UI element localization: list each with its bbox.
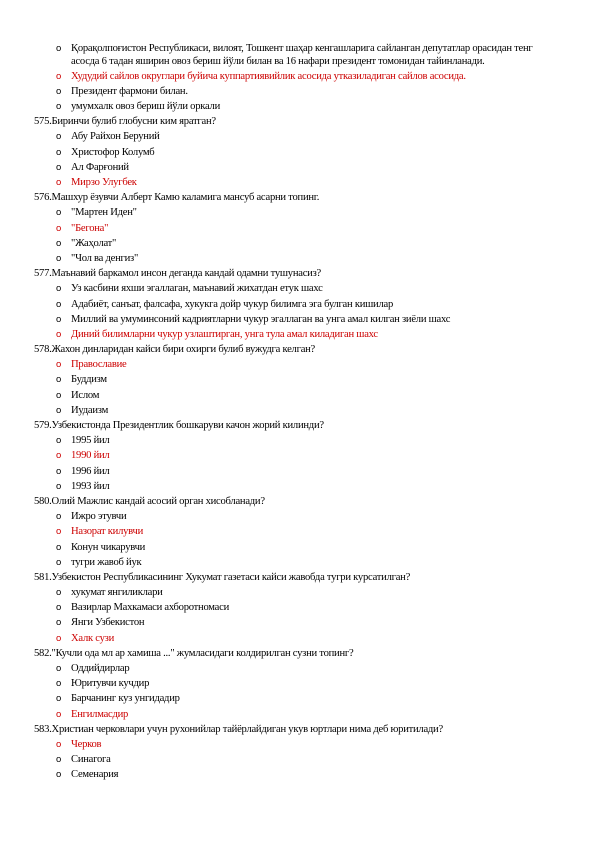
answer-option-correct — [0, 709, 595, 722]
question-heading: 578.Жахон динларидан кайси бири охирги булиб вужудга келган? — [34, 344, 316, 356]
bullet-icon: o — [56, 298, 62, 310]
bullet-icon: o — [56, 70, 62, 82]
bullet-icon: o — [56, 207, 62, 219]
question-heading: 580.Олий Мажлис кандай асосий орган хисобланади? — [34, 495, 265, 507]
bullet-icon: o — [56, 404, 62, 416]
question-heading: 579.Узбекистонда Президентлик бошкаруви качон жорий килинди? — [34, 420, 324, 431]
bullet-icon: o — [56, 556, 62, 568]
answer-option-correct — [0, 71, 595, 84]
option-text: тугри жавоб йук — [71, 556, 142, 568]
question-heading: 577.Маънавий баркамол инсон деганда кандай одамни тушунасиз? — [34, 268, 321, 280]
answer-option — [0, 663, 595, 676]
answer-option — [0, 131, 595, 144]
option-text: Православие — [71, 359, 127, 371]
answer-option-correct — [0, 359, 595, 372]
bullet-icon: o — [56, 663, 62, 674]
answer-option — [0, 207, 595, 220]
question-list — [0, 43, 595, 785]
option-text: Юритувчи кучдир — [71, 678, 150, 690]
bullet-icon: o — [56, 738, 62, 750]
bullet-icon: o — [56, 389, 62, 401]
bullet-icon: o — [56, 632, 62, 644]
option-text: Диний билимларни чукур узлаштирган, унга тула амал киладиган шахс — [71, 328, 378, 340]
bullet-icon: o — [56, 678, 62, 690]
answer-option — [0, 86, 595, 99]
answer-option — [0, 253, 595, 266]
bullet-icon: o — [56, 131, 62, 143]
bullet-icon: o — [56, 480, 62, 492]
bullet-icon: o — [56, 237, 62, 249]
option-text: Янги Узбекистон — [71, 617, 145, 629]
answer-option — [0, 405, 595, 418]
option-text: Конун чикарувчи — [71, 541, 146, 553]
option-text: Уз касбини яхши эгаллаган, маънавий жихатдан етук шахс — [71, 283, 323, 295]
bullet-icon: o — [56, 769, 62, 781]
option-text: Енгилмасдир — [71, 708, 129, 720]
option-text: Черков — [71, 738, 102, 750]
option-text: Вазирлар Махкамаси ахборотномаси — [71, 602, 230, 614]
answer-option — [0, 43, 595, 68]
bullet-icon: o — [56, 435, 62, 447]
bullet-icon: o — [56, 283, 62, 295]
question-heading: 581.Узбекистон Республикасининг Хукумат газетаси кайси жавобда тугри курсатилган? — [34, 571, 411, 583]
answer-option — [0, 769, 595, 782]
option-text: 1995 йил — [71, 435, 110, 447]
option-text: Иудаизм — [71, 404, 109, 416]
answer-option — [0, 754, 595, 767]
option-text: Қорақолпоғистон Республикаси, вилоят, Тошкент шаҳар кенгашларига сайланган депутатлар орасидан тенг асосда 6 тадан яширин овоз бериш йўли билан ва 16 нафари президент томонидан тайинланади. — [71, 43, 533, 67]
bullet-icon: o — [56, 526, 62, 538]
bullet-icon: o — [56, 328, 62, 340]
bullet-icon: o — [56, 252, 62, 264]
bullet-icon: o — [56, 541, 62, 553]
bullet-icon: o — [56, 146, 62, 158]
answer-option — [0, 602, 595, 615]
option-text: Синагога — [71, 754, 111, 766]
option-text: Ал Фарғоний — [71, 161, 129, 173]
option-text: 1993 йил — [71, 480, 110, 492]
option-text: Христофор Колумб — [71, 146, 155, 158]
answer-option — [0, 162, 595, 175]
bullet-icon: o — [56, 693, 62, 705]
bullet-icon: o — [56, 602, 62, 614]
bullet-icon: o — [56, 374, 62, 386]
option-text: Буддизм — [71, 374, 107, 386]
option-text: Оддийдирлар — [71, 663, 130, 674]
option-text: Барчанинг куз унгидадир — [71, 693, 180, 705]
answer-option-correct — [0, 633, 595, 646]
bullet-icon: o — [56, 85, 62, 97]
answer-option — [0, 678, 595, 691]
answer-option — [0, 299, 595, 312]
answer-option-correct — [0, 450, 595, 463]
answer-option — [0, 374, 595, 387]
option-text: "Мартен Иден" — [71, 207, 137, 219]
answer-option — [0, 557, 595, 570]
bullet-icon: o — [56, 101, 62, 113]
answer-option — [0, 435, 595, 448]
question-heading: 576.Машхур ёзувчи Алберт Камю каламига мансуб асарни топинг. — [34, 192, 320, 204]
answer-option-correct — [0, 739, 595, 752]
answer-option-correct — [0, 526, 595, 539]
answer-option-correct — [0, 329, 595, 342]
bullet-icon: o — [56, 222, 62, 234]
answer-option-correct — [0, 223, 595, 236]
option-text: Мирзо Улугбек — [71, 177, 137, 188]
answer-option — [0, 238, 595, 251]
option-text: Адабиёт, санъат, фалсафа, хукукга дойр чукур билимга эга булган кишилар — [71, 298, 394, 310]
answer-option — [0, 542, 595, 555]
option-text: хукумат янгиликлари — [71, 587, 163, 599]
option-text: "Бегона" — [71, 222, 109, 234]
question-heading: 582."Кучли ода мл ар хамиша ..." жумласидаги колдирилган сузни топинг? — [34, 647, 354, 659]
bullet-icon: o — [56, 161, 62, 173]
answer-option-correct — [0, 177, 595, 190]
answer-option — [0, 466, 595, 479]
option-text: Президент фармони билан. — [71, 85, 188, 97]
bullet-icon: o — [56, 450, 62, 462]
bullet-icon: o — [56, 754, 62, 766]
answer-option — [0, 481, 595, 494]
option-text: Назорат килувчи — [71, 526, 144, 538]
question-heading: 575.Биринчи булиб глобусни ким яратган? — [34, 116, 216, 128]
bullet-icon: o — [56, 511, 62, 523]
answer-option — [0, 587, 595, 600]
answer-option — [0, 693, 595, 706]
answer-option — [0, 147, 595, 160]
answer-option — [0, 511, 595, 524]
bullet-icon: o — [56, 359, 62, 371]
bullet-icon: o — [56, 708, 62, 720]
option-text: Халк сузи — [71, 632, 114, 644]
option-text: Ижро этувчи — [71, 511, 127, 523]
option-text: "Чол ва денгиз" — [71, 252, 139, 264]
option-text: Ислом — [71, 389, 100, 401]
bullet-icon: o — [56, 465, 62, 477]
answer-option — [0, 314, 595, 327]
option-text: Семенария — [71, 769, 119, 781]
option-text: Абу Райхон Беруний — [71, 131, 160, 143]
option-text: 1990 йил — [71, 450, 110, 462]
bullet-icon: o — [56, 313, 62, 325]
answer-option — [0, 283, 595, 296]
option-text: "Жаҳолат" — [71, 237, 117, 249]
bullet-icon: o — [56, 587, 62, 599]
question-heading: 583.Христиан черковлари учун рухонийлар тайёрлайдиган укув юртлари нима деб юритилади? — [34, 723, 443, 735]
answer-option — [0, 617, 595, 630]
bullet-icon: o — [56, 177, 62, 188]
bullet-icon: o — [56, 617, 62, 629]
answer-option — [0, 101, 595, 114]
option-text: Худудий сайлов округлари буйича куппартиявийлик асосида утказиладиган сайлов асосида. — [71, 70, 466, 82]
option-text: Миллий ва умуминсоний кадриятларни чукур эгаллаган ва унга амал килган зиёли шахс — [71, 313, 451, 325]
bullet-icon: o — [56, 43, 62, 54]
option-text: умумхалк овоз бериш йўли оркали — [71, 101, 220, 113]
option-text: 1996 йил — [71, 465, 110, 477]
answer-option — [0, 390, 595, 403]
